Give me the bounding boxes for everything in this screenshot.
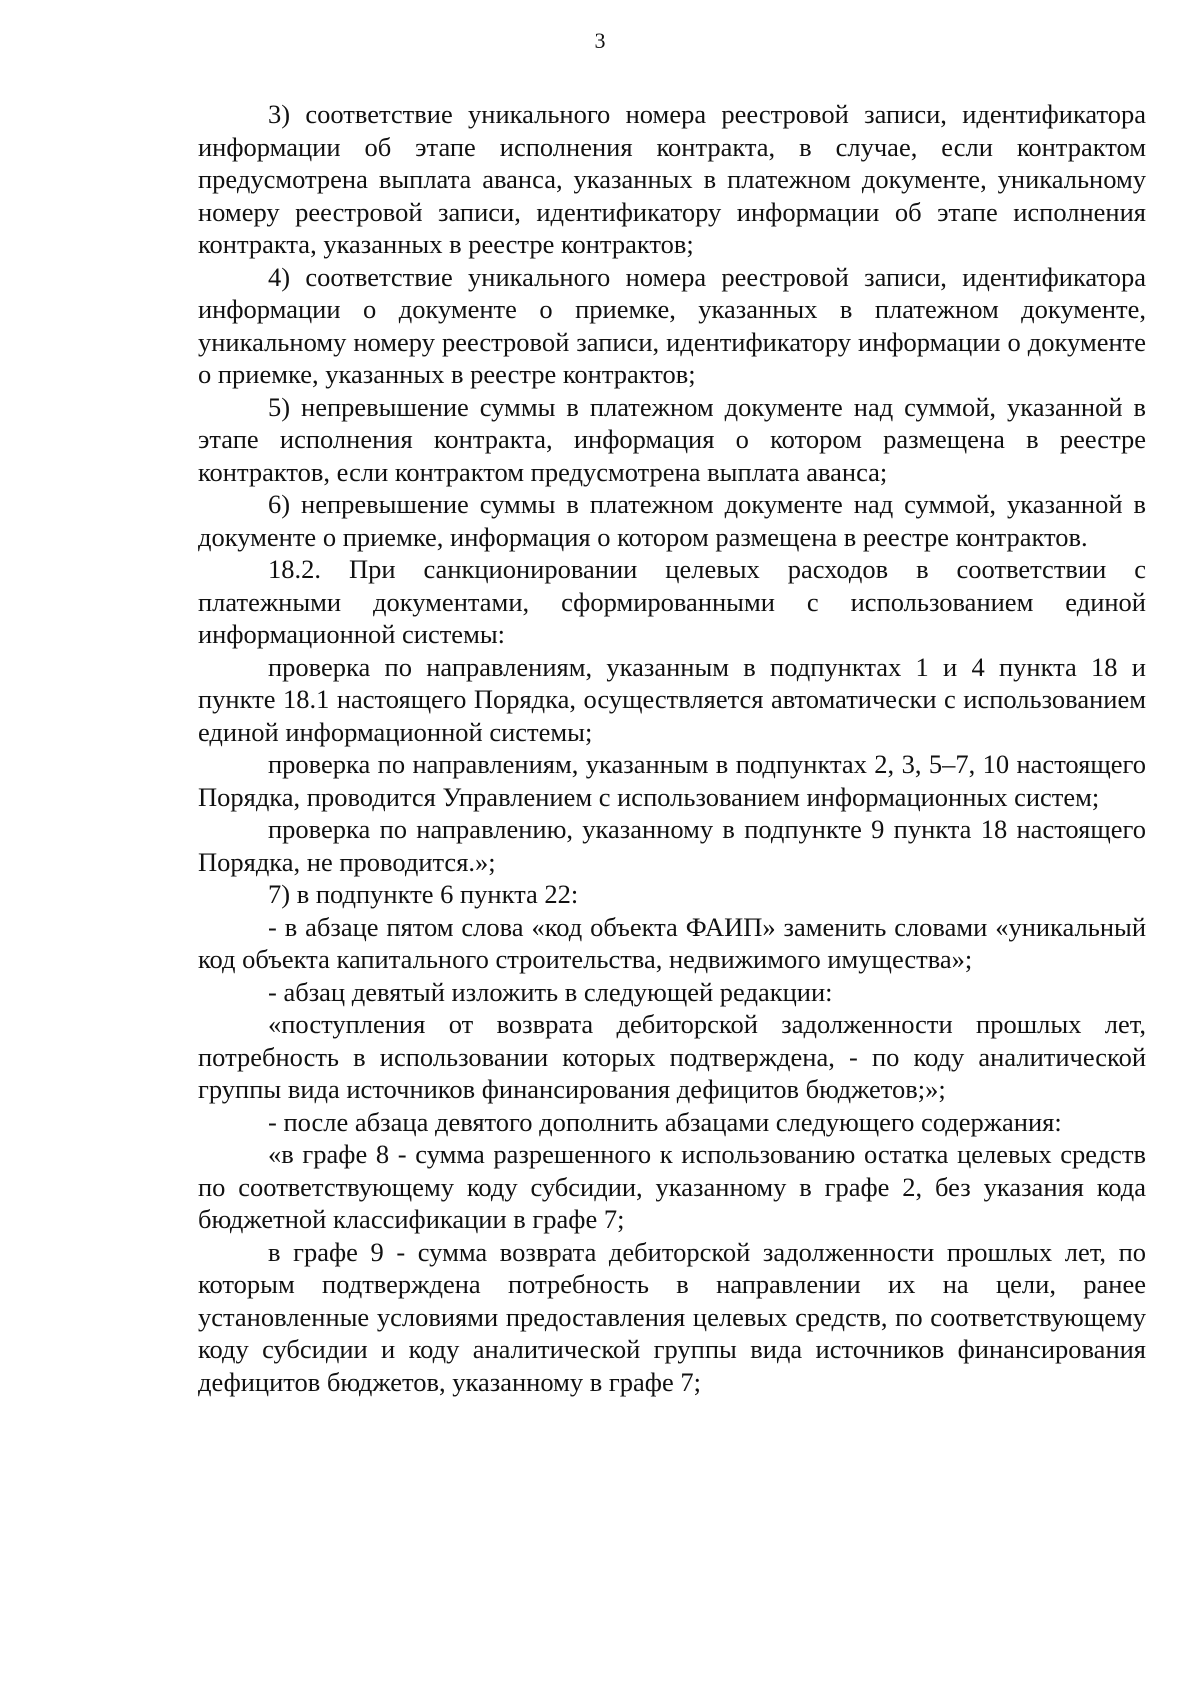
paragraph-check-management: проверка по направлениям, указанным в подпунктах 2, 3, 5–7, 10 настоящего Порядка, проводится Управлением с использованием информационных систем; [198,749,1146,812]
paragraph-check-auto: проверка по направлениям, указанным в подпунктах 1 и 4 пункта 18 и пункте 18.1 настоящего Порядка, осуществляется автоматически с использованием единой информационной системы; [198,651,1146,747]
paragraph-item-7: 7) в подпункте 6 пункта 22: [268,879,579,909]
paragraph-item-6: 6) непревышение суммы в платежном документе над суммой, указанной в документе о приемке, информация о котором размещена в реестре контрактов. [198,489,1146,552]
paragraph-18-2: 18.2. При санкционировании целевых расходов в соответствии с платежными документами, сформированными с использованием единой информационной системы: [198,554,1146,649]
page-number: 3 [594,28,606,53]
paragraph-add-after-ninth: - после абзаца девятого дополнить абзацами следующего содержания: [268,1106,1062,1137]
paragraph-amend-fifth: - в абзаце пятом слова «код объекта ФАИП» заменить словами «уникальный код объекта капитального строительства, недвижимого имущества»; [198,911,1146,974]
document-body [198,98,1146,1398]
paragraph-item-4: 4) соответствие уникального номера реестровой записи, идентификатора информации о документе о приемке, указанных в платежном документе, уникальному номеру реестровой записи, идентификатору информации о документе о приемке, указанных в реестре контрактов; [198,261,1146,389]
paragraph-column-8: «в графе 8 - сумма разрешенного к использованию остатка целевых средств по соответствующему коду субсидии, указанному в графе 2, без указания кода бюджетной классификации в графе 7; [198,1139,1146,1234]
paragraph-item-3: 3) соответствие уникального номера реестровой записи, идентификатора информации об этапе исполнения контракта, в случае, если контрактом предусмотрена выплата аванса, указанных в платежном документе, уникальному номеру реестровой записи, идентификатору информации об этапе исполнения контракта, указанных в реестре контрактов; [198,99,1146,259]
paragraph-quote-receipts: «поступления от возврата дебиторской задолженности прошлых лет, потребность в использовании которых подтверждена, - по коду аналитической группы вида источников финансирования дефицитов бюджетов;»; [198,1009,1146,1104]
paragraph-check-none: проверка по направлению, указанному в подпункте 9 пункта 18 настоящего Порядка, не проводится.»; [198,814,1146,877]
paragraph-amend-ninth: - абзац девятый изложить в следующей редакции: [268,976,833,1007]
paragraph-item-5: 5) непревышение суммы в платежном документе над суммой, указанной в этапе исполнения контракта, информация о котором размещена в реестре контрактов, если контрактом предусмотрена выплата аванса; [198,391,1146,487]
paragraph-column-9: в графе 9 - сумма возврата дебиторской задолженности прошлых лет, по которым подтверждена потребность в направлении их на цели, ранее установленные условиями предоставления целевых средств, по соответствующему коду субсидии и коду аналитической группы вида источников финансирования дефицитов бюджетов, указанному в графе 7; [198,1236,1146,1397]
